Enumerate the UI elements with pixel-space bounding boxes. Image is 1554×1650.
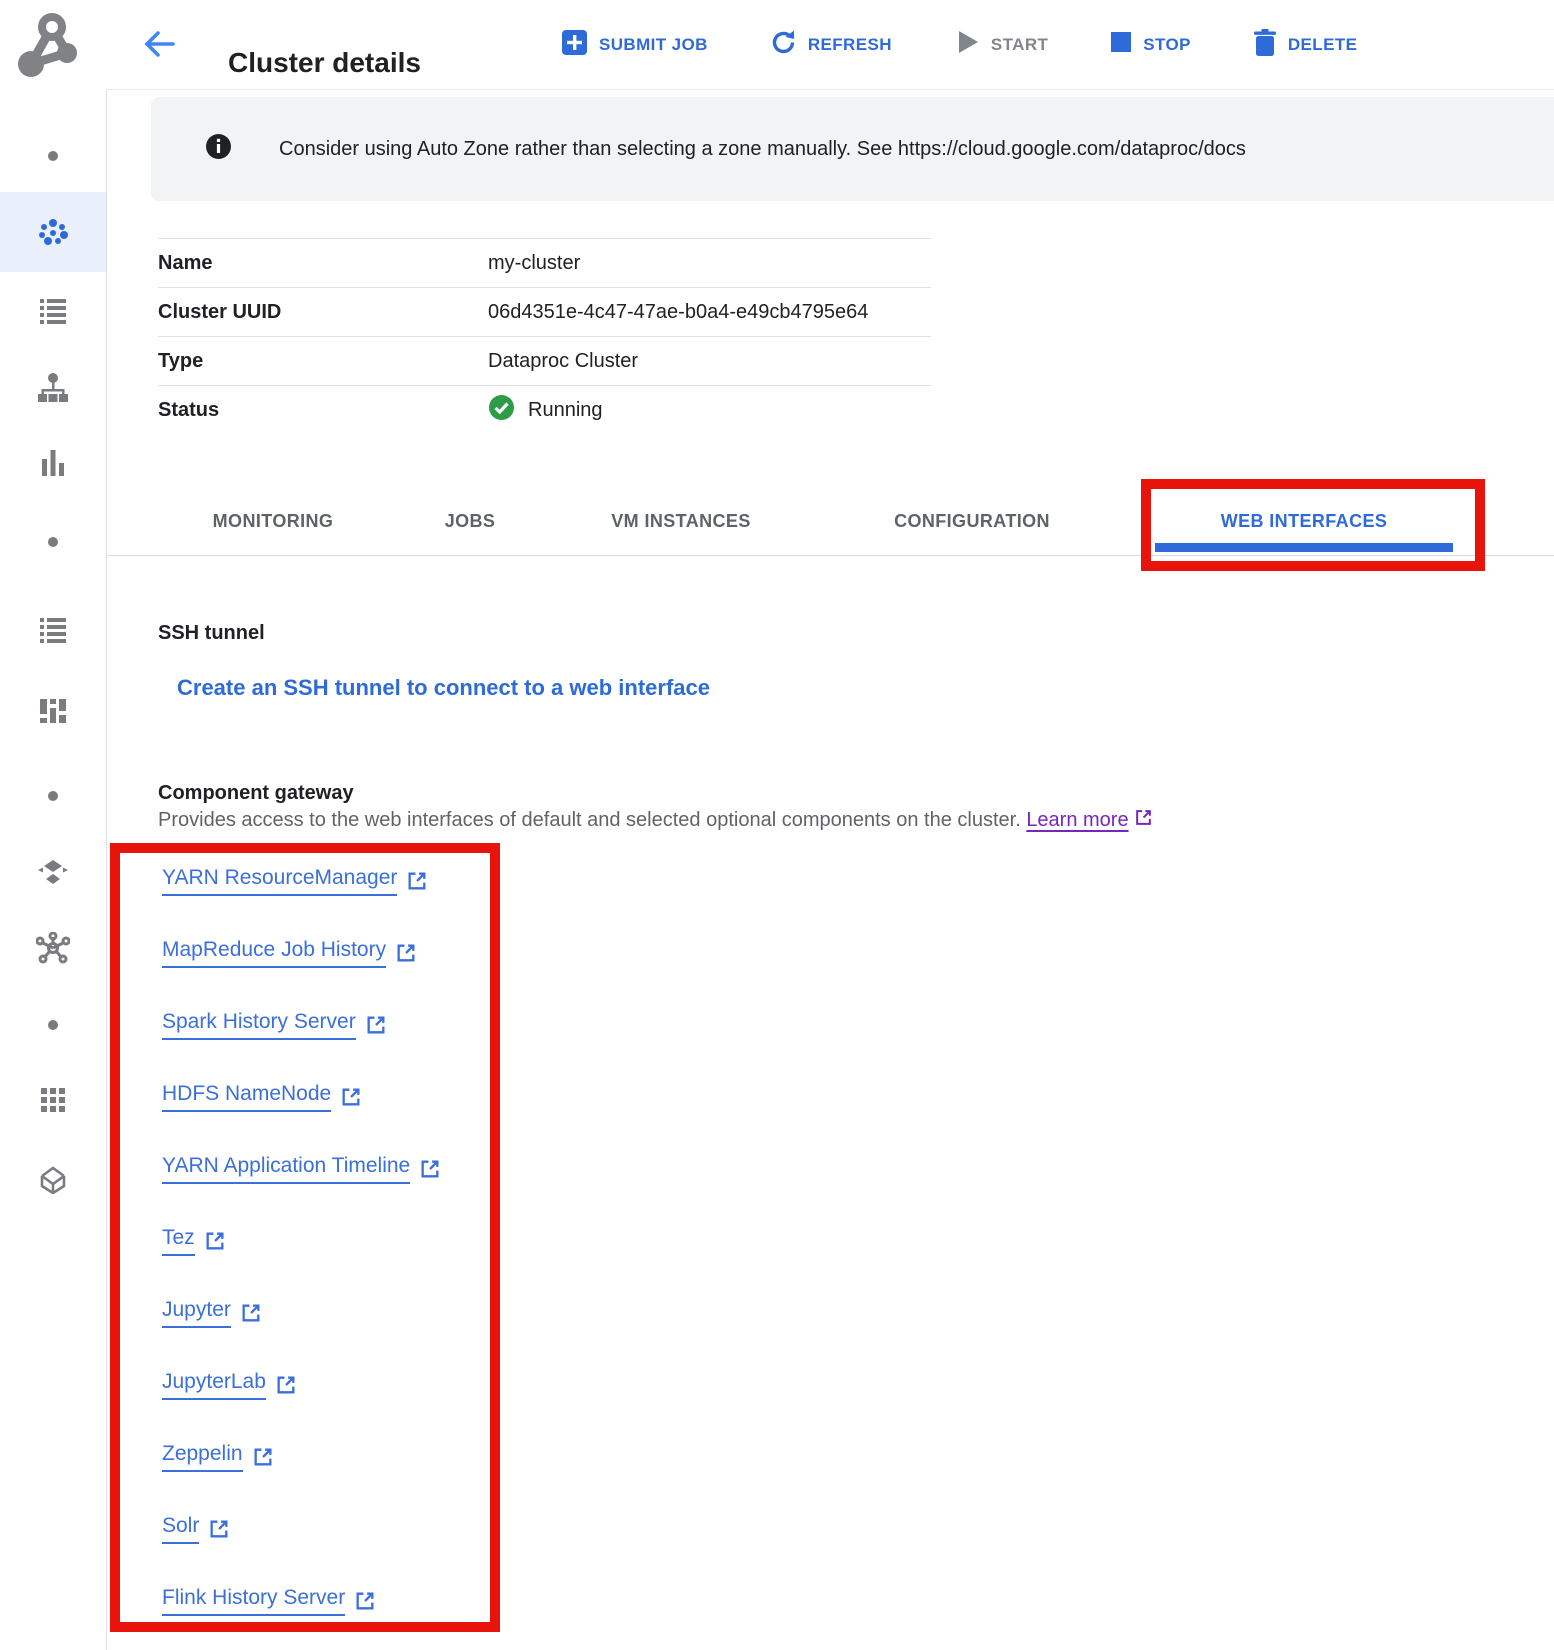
table-row-status: Status Running bbox=[158, 385, 931, 434]
tab-jobs[interactable]: JOBS bbox=[444, 511, 496, 531]
play-icon bbox=[954, 29, 980, 60]
dataproc-logo bbox=[8, 6, 84, 87]
clusters-icon bbox=[33, 212, 73, 252]
gateway-link-solr[interactable]: Solr bbox=[162, 1514, 230, 1544]
stop-button[interactable]: STOP bbox=[1110, 31, 1191, 58]
trash-icon bbox=[1253, 29, 1277, 61]
status-badge: Running bbox=[528, 398, 603, 421]
stop-square-icon bbox=[1110, 31, 1132, 58]
tab-web-interfaces[interactable]: WEB INTERFACES bbox=[1151, 488, 1457, 555]
dot-icon bbox=[48, 151, 58, 161]
sidebar-item-workflows[interactable] bbox=[0, 348, 106, 428]
grid-icon bbox=[40, 1087, 66, 1113]
sidebar-item-13[interactable] bbox=[0, 1060, 106, 1140]
create-ssh-tunnel-link[interactable]: Create an SSH tunnel to connect to a web interface bbox=[177, 675, 710, 700]
page-title: Cluster details bbox=[228, 47, 421, 79]
open-box-icon bbox=[38, 1166, 68, 1194]
tab-monitoring[interactable]: MONITORING bbox=[212, 511, 334, 531]
sidebar-item-1[interactable] bbox=[0, 116, 106, 196]
gateway-link-hdfs-namenode[interactable]: HDFS NameNode bbox=[162, 1082, 362, 1112]
dot-icon bbox=[48, 537, 58, 547]
columns-icon bbox=[38, 697, 68, 725]
sidebar-item-monitoring[interactable] bbox=[0, 423, 106, 503]
list-icon bbox=[38, 616, 68, 644]
page-header bbox=[106, 0, 1554, 90]
add-box-icon bbox=[561, 29, 588, 61]
left-sidebar bbox=[0, 0, 107, 1650]
gateway-link-tez[interactable]: Tez bbox=[162, 1226, 226, 1256]
sidebar-item-10[interactable] bbox=[0, 832, 106, 912]
gateway-link-yarn-application-timeline[interactable]: YARN Application Timeline bbox=[162, 1154, 441, 1184]
back-button[interactable] bbox=[142, 26, 178, 62]
gateway-link-mapreduce-job-history[interactable]: MapReduce Job History bbox=[162, 938, 417, 968]
gateway-link-jupyterlab[interactable]: JupyterLab bbox=[162, 1370, 297, 1400]
table-row-name: Name my-cluster bbox=[158, 238, 931, 287]
sidebar-item-9[interactable] bbox=[0, 756, 106, 836]
external-link-icon bbox=[1134, 808, 1153, 833]
hub-icon bbox=[36, 932, 70, 964]
table-row-uuid: Cluster UUID 06d4351e-4c47-47ae-b0a4-e49cb4795e64 bbox=[158, 287, 931, 336]
auto-zone-banner bbox=[151, 97, 1554, 201]
gateway-link-flink-history-server[interactable]: Flink History Server bbox=[162, 1586, 376, 1616]
component-gateway-links bbox=[162, 866, 441, 1650]
gateway-link-spark-history-server[interactable]: Spark History Server bbox=[162, 1010, 387, 1040]
delete-button[interactable]: DELETE bbox=[1253, 29, 1357, 61]
component-gateway-heading: Component gateway bbox=[158, 781, 354, 804]
sidebar-item-12[interactable] bbox=[0, 985, 106, 1065]
sidebar-item-6[interactable] bbox=[0, 502, 106, 582]
sidebar-item-8[interactable] bbox=[0, 671, 106, 751]
ssh-tunnel-heading: SSH tunnel bbox=[158, 621, 265, 644]
component-gateway-description: Provides access to the web interfaces of default and selected optional components on the cluster. Learn more bbox=[158, 808, 1153, 833]
cluster-info-table bbox=[158, 238, 931, 434]
refresh-icon bbox=[770, 29, 797, 61]
refresh-button[interactable]: REFRESH bbox=[770, 29, 892, 61]
tabs-bar bbox=[106, 488, 1554, 556]
banner-text: Consider using Auto Zone rather than selecting a zone manually. See https://cloud.google.com/dataproc/docs bbox=[279, 137, 1246, 160]
gateway-link-yarn-resourcemanager[interactable]: YARN ResourceManager bbox=[162, 866, 428, 896]
workflows-tree-icon bbox=[37, 373, 69, 403]
tab-configuration[interactable]: CONFIGURATION bbox=[894, 511, 1050, 531]
check-circle-icon bbox=[488, 394, 515, 427]
info-icon bbox=[205, 133, 232, 165]
sidebar-item-11[interactable] bbox=[0, 908, 106, 988]
table-row-type: Type Dataproc Cluster bbox=[158, 336, 931, 385]
dot-icon bbox=[48, 791, 58, 801]
submit-job-button[interactable]: SUBMIT JOB bbox=[561, 29, 708, 61]
sidebar-item-clusters[interactable] bbox=[0, 192, 106, 272]
sidebar-item-7[interactable] bbox=[0, 590, 106, 670]
sidebar-item-14[interactable] bbox=[0, 1140, 106, 1220]
gateway-link-jupyter[interactable]: Jupyter bbox=[162, 1298, 262, 1328]
start-button[interactable]: START bbox=[954, 29, 1048, 60]
layers-icon bbox=[36, 858, 70, 886]
bar-chart-icon bbox=[39, 450, 67, 476]
tab-vm-instances[interactable]: VM INSTANCES bbox=[611, 511, 751, 531]
learn-more-link[interactable]: Learn more bbox=[1026, 809, 1129, 831]
jobs-list-icon bbox=[38, 297, 68, 325]
gateway-link-zeppelin[interactable]: Zeppelin bbox=[162, 1442, 274, 1472]
dot-icon bbox=[48, 1020, 58, 1030]
sidebar-item-jobs[interactable] bbox=[0, 271, 106, 351]
header-actions bbox=[561, 0, 1357, 89]
